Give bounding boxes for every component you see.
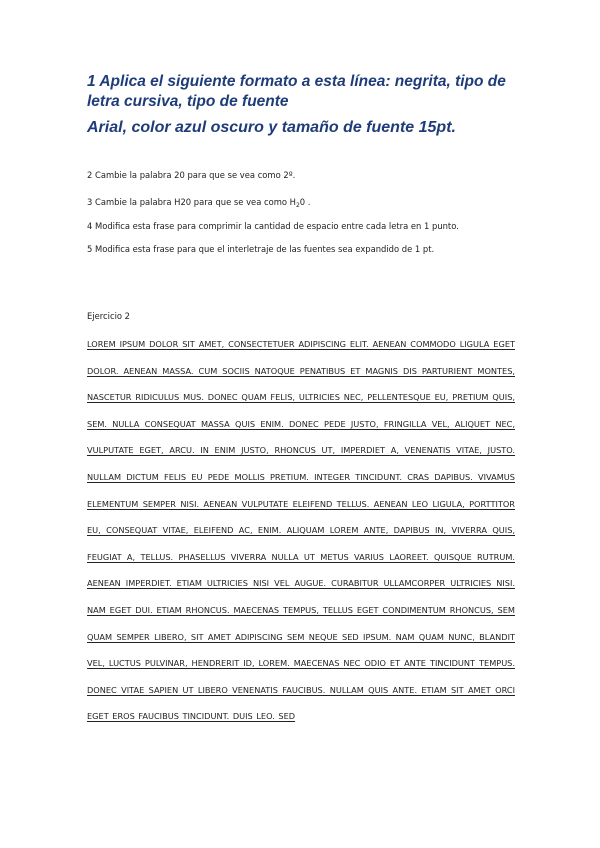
exercise-label: Ejercicio 2 [87,311,131,321]
heading-block [87,72,517,138]
instruction-3-tail: 0 . [299,197,311,207]
instruction-3-subscript: 2 [295,202,300,209]
heading-line-1: 1 Aplica el siguiente formato a esta línea: negrita, tipo de letra cursiva, tipo de fuente [87,73,506,110]
instruction-3 [87,197,310,209]
exercise-paragraph [87,331,515,730]
instruction-2: 2 Cambie la palabra 20 para que se vea como 2º. [87,170,296,180]
instruction-3-text: 3 Cambie la palabra H20 para que se vea como H [87,197,296,207]
instruction-5: 5 Modifica esta frase para que el interletraje de las fuentes sea expandido de 1 pt. [87,244,435,254]
instruction-4: 4 Modifica esta frase para comprimir la cantidad de espacio entre cada letra en 1 punto. [87,221,459,231]
exercise-text: LOREM IPSUM DOLOR SIT AMET, CONSECTETUER ADIPISCING ELIT. AENEAN COMMODO LIGULA EGET DOLOR. AENEAN MASSA. CUM SOCIIS NATOQUE PENATIBUS ET MAGNIS DIS PARTURIENT MONTES, NASCETUR RIDICULUS MUS. DONEC QUAM FELIS, ULTRICIES NEC, PELLENTESQUE EU, PRETIUM QUIS, SEM. NULLA CONSEQUAT MASSA QUIS ENIM. DONEC PEDE JUSTO, FRINGILLA VEL, ALIQUET NEC, VULPUTATE EGET, ARCU. IN ENIM JUSTO, RHONCUS UT, IMPERDIET A, VENENATIS VITAE, JUSTO. NULLAM DICTUM FELIS EU PEDE MOLLIS PRETIUM. INTEGER TINCIDUNT. CRAS DAPIBUS. VIVAMUS ELEMENTUM SEMPER NISI. AENEAN VULPUTATE ELEIFEND TELLUS. AENEAN LEO LIGULA, PORTTITOR EU, CONSEQUAT VITAE, ELEIFEND AC, ENIM. ALIQUAM LOREM ANTE, DAPIBUS IN, VIVERRA QUIS, FEUGIAT A, TELLUS. PHASELLUS VIVERRA NULLA UT METUS VARIUS LAOREET. QUISQUE RUTRUM. AENEAN IMPERDIET. ETIAM ULTRICIES NISI VEL AUGUE. CURABITUR ULLAMCORPER ULTRICIES NISI. NAM EGET DUI. ETIAM RHONCUS. MAECENAS TEMPUS, TELLUS EGET CONDIMENTUM RHONCUS, SEM QUAM SEMPER LIBERO, SIT AMET ADIPISCING SEM NEQUE SED IPSUM. NAM QUAM NUNC, BLANDIT VEL, LUCTUS PULVINAR, HENDRERIT ID, LOREM. MAECENAS NEC ODIO ET ANTE TINCIDUNT TEMPUS. DONEC VITAE SAPIEN UT LIBERO VENENATIS FAUCIBUS. NULLAM QUIS ANTE. ETIAM SIT AMET ORCI EGET EROS FAUCIBUS TINCIDUNT. DUIS LEO. SED [87,339,515,722]
heading-line-2: Arial, color azul oscuro y tamaño de fuente 15pt. [87,119,456,136]
